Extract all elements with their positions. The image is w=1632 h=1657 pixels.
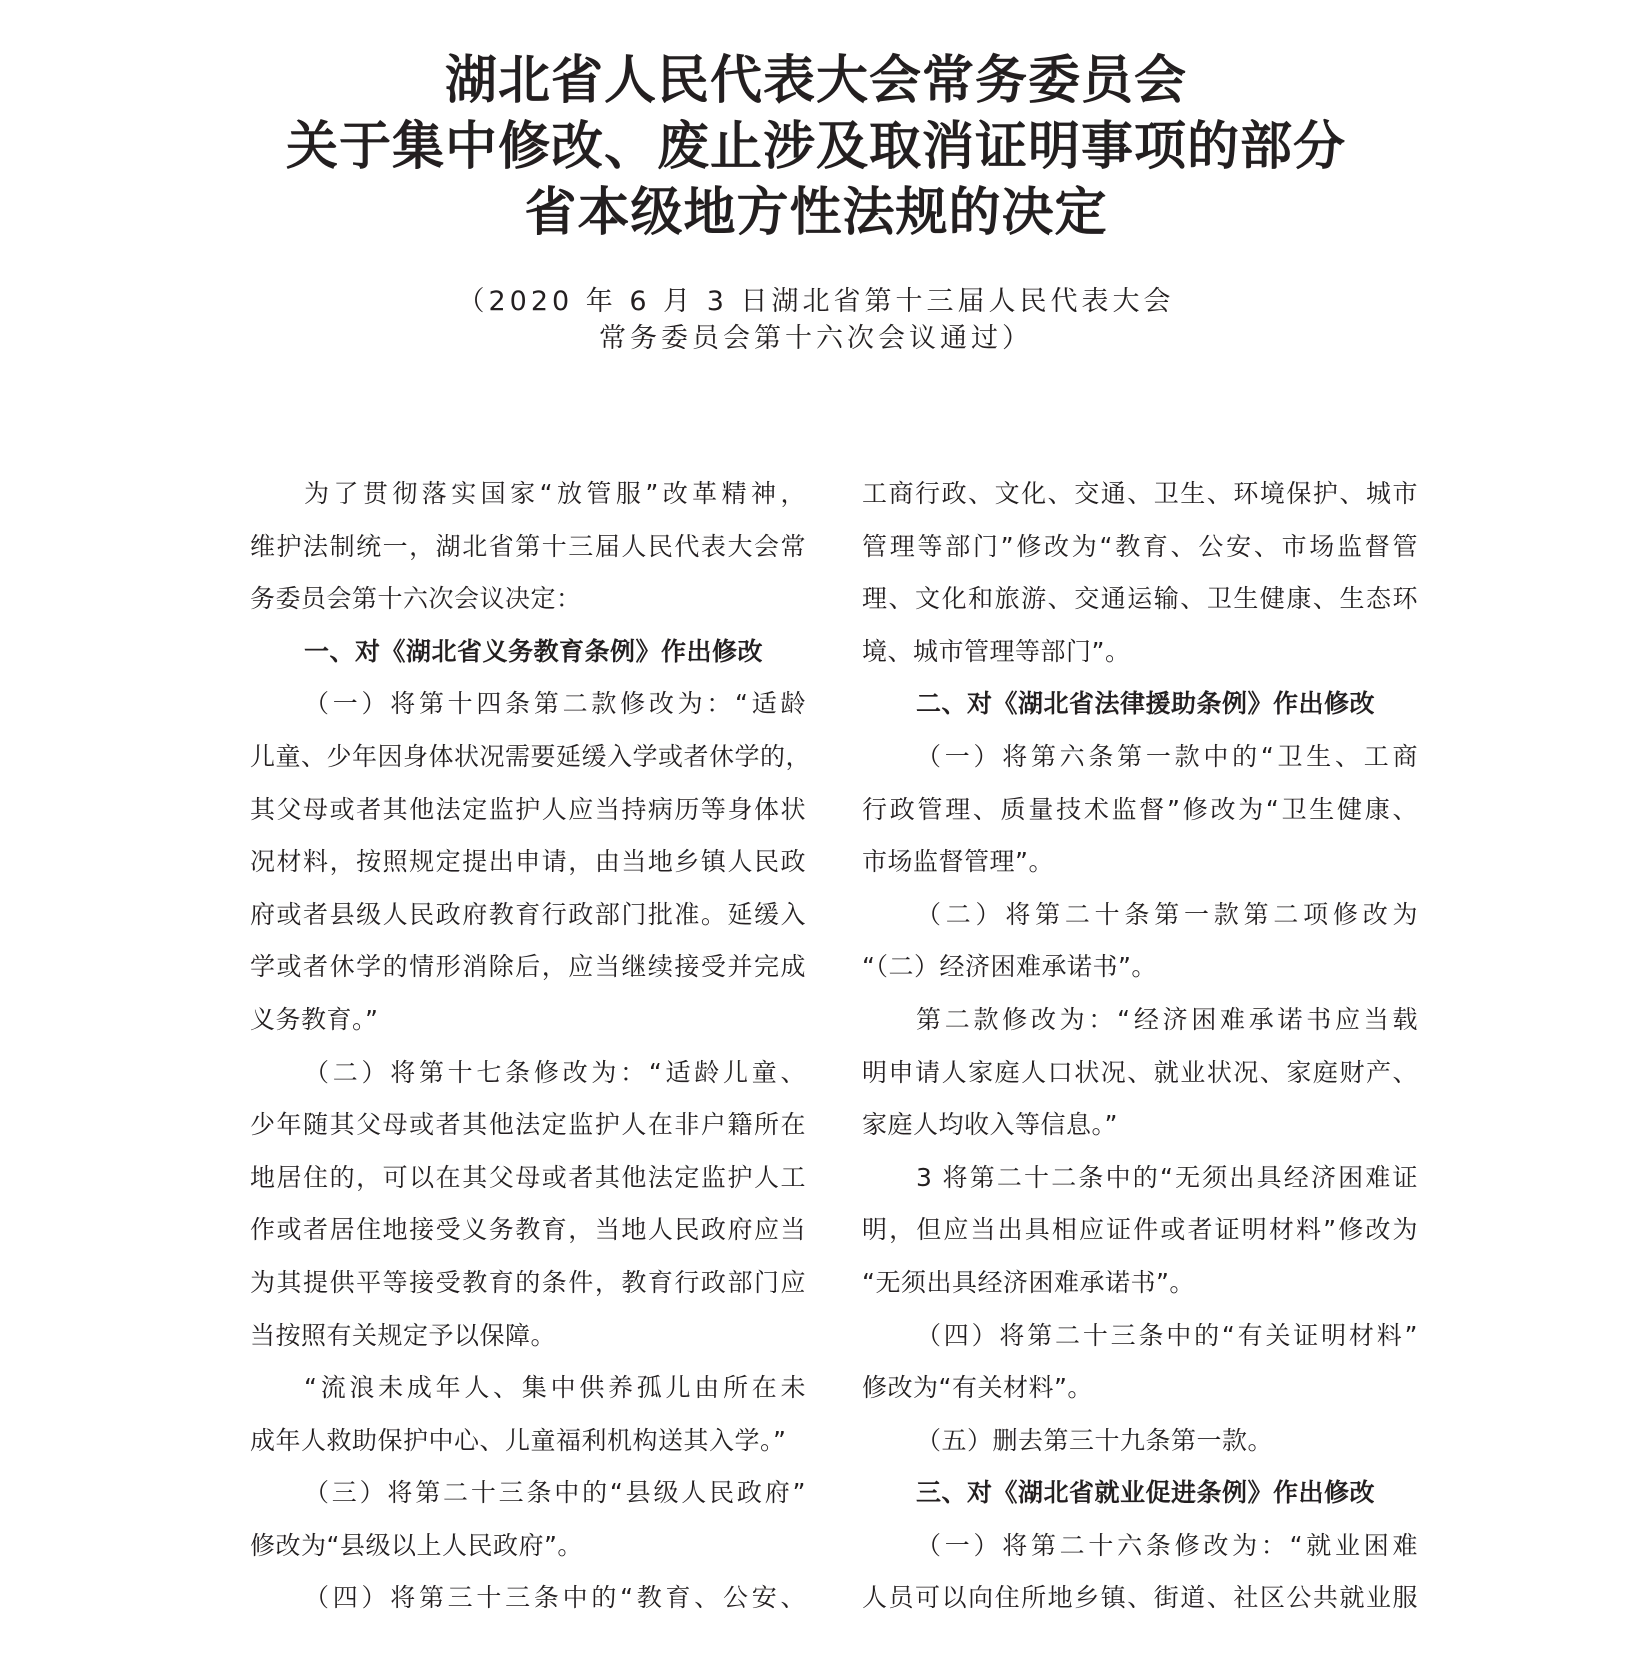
body-line: 维护法制统一，湖北省第十三届人民代表大会常	[250, 531, 806, 561]
section-heading: 二、对《湖北省法律援助条例》作出修改	[916, 689, 1376, 719]
body-line: “流浪未成年人、集中供养孤儿由所在未	[304, 1373, 806, 1403]
body-line: 学或者休学的情形消除后，应当继续接受并完成	[250, 952, 806, 982]
body-line: （一）将第二十六条修改为：“就业困难	[916, 1530, 1418, 1560]
body-line: 成年人救助保护中心、儿童福利机构送其入学。”	[250, 1425, 787, 1455]
body-line: 管理等部门”修改为“教育、公安、市场监督管	[862, 531, 1418, 561]
body-line: 作或者居住地接受义务教育，当地人民政府应当	[250, 1215, 806, 1245]
adoption-note-line-1: （2020 年 6 月 3 日湖北省第十三届人民代表大会	[457, 286, 1175, 317]
document-title	[0, 48, 1632, 246]
body-line: 为其提供平等接受教育的条件，教育行政部门应	[250, 1267, 806, 1297]
body-line: （四）将第三十三条中的“教育、公安、	[304, 1583, 806, 1613]
body-line: 当按照有关规定予以保障。	[250, 1320, 557, 1350]
body-line: 修改为“有关材料”。	[862, 1373, 1093, 1403]
body-line: “（二）经济困难承诺书”。	[862, 952, 1157, 982]
body-line: （二）将第十七条修改为：“适龄儿童、	[304, 1057, 806, 1087]
body-line: （五）删去第三十九条第一款。	[916, 1425, 1274, 1455]
body-line: 第二款修改为：“经济困难承诺书应当载	[916, 1004, 1418, 1034]
body-line: 行政管理、质量技术监督”修改为“卫生健康、	[862, 794, 1418, 824]
body-line: 明，但应当出具相应证件或者证明材料”修改为	[862, 1215, 1418, 1245]
left-column	[250, 468, 812, 1625]
body-line: 3 将第二十二条中的“无须出具经济困难证	[916, 1162, 1418, 1192]
title-line-1: 湖北省人民代表大会常务委员会	[444, 50, 1187, 111]
body-line: 其父母或者其他法定监护人应当持病历等身体状	[250, 794, 806, 824]
body-line: 务委员会第十六次会议决定：	[250, 584, 582, 614]
body-line: 况材料，按照规定提出申请，由当地乡镇人民政	[250, 847, 806, 877]
section-heading: 一、对《湖北省义务教育条例》作出修改	[304, 636, 764, 666]
body-line: 少年随其父母或者其他法定监护人在非户籍所在	[250, 1110, 806, 1140]
right-column	[862, 468, 1418, 1625]
body-line: 为了贯彻落实国家“放管服”改革精神，	[304, 479, 806, 508]
body-line: 家庭人均收入等信息。”	[862, 1110, 1118, 1140]
section-heading: 三、对《湖北省就业促进条例》作出修改	[916, 1478, 1376, 1508]
body-line: 修改为“县级以上人民政府”。	[250, 1530, 583, 1560]
body-line: 境、城市管理等部门”。	[862, 636, 1131, 666]
body-line: 明申请人家庭人口状况、就业状况、家庭财产、	[862, 1057, 1418, 1087]
body-line: 理、文化和旅游、交通运输、卫生健康、生态环	[862, 584, 1418, 614]
body-line: 儿童、少年因身体状况需要延缓入学或者休学的，	[250, 741, 812, 771]
body-line: 地居住的，可以在其父母或者其他法定监护人工	[250, 1162, 806, 1192]
body-line: 工商行政、文化、交通、卫生、环境保护、城市	[862, 479, 1418, 508]
title-line-2: 关于集中修改、废止涉及取消证明事项的部分	[285, 116, 1346, 177]
body-line: 义务教育。”	[250, 1004, 379, 1034]
body-line: 人员可以向住所地乡镇、街道、社区公共就业服	[862, 1583, 1418, 1613]
body-line: （三）将第二十三条中的“县级人民政府”	[304, 1478, 806, 1508]
body-line: （四）将第二十三条中的“有关证明材料”	[916, 1320, 1418, 1350]
body-line: （一）将第六条第一款中的“卫生、工商	[916, 741, 1418, 771]
body-line: 市场监督管理”。	[862, 847, 1054, 877]
title-line-3: 省本级地方性法规的决定	[524, 182, 1108, 243]
body-line: （一）将第十四条第二款修改为：“适龄	[304, 689, 806, 719]
adoption-note	[0, 283, 1632, 357]
body-line: “无须出具经济困难承诺书”。	[862, 1267, 1195, 1297]
adoption-note-line-2: 常务委员会第十六次会议通过）	[599, 323, 1033, 354]
body-line: （二）将第二十条第一款第二项修改为	[916, 899, 1418, 929]
body-line: 府或者县级人民政府教育行政部门批准。延缓入	[250, 899, 806, 929]
